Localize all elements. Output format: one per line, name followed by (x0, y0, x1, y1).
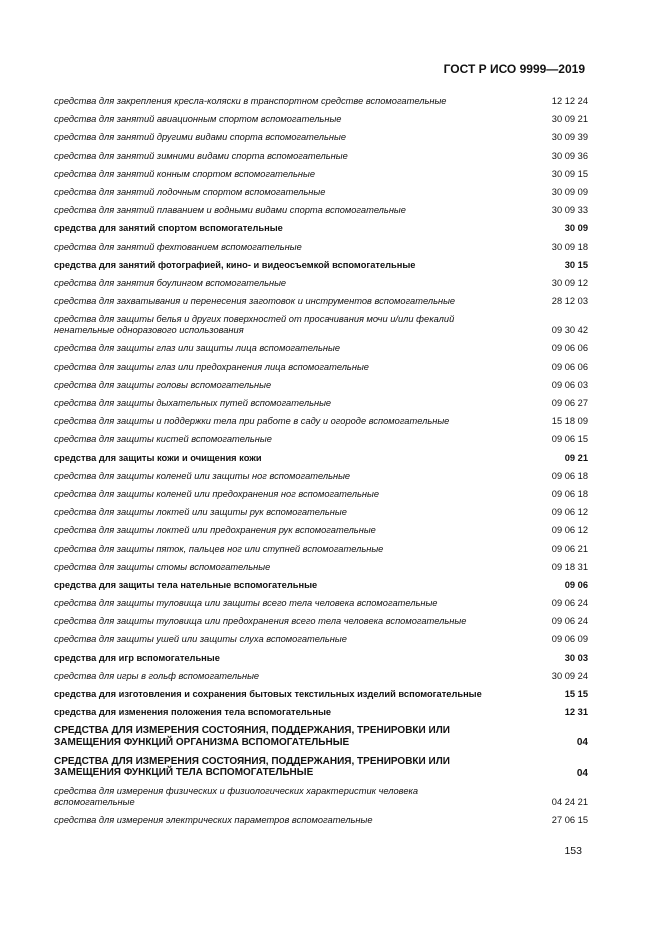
entry-term: средства для измерения физических и физиологических характеристик человека вспомогательные (54, 785, 419, 807)
entry-term: средства для защиты кистей вспомогательные (54, 434, 272, 445)
index-entry (54, 187, 588, 198)
entry-code: 09 06 06 (551, 343, 588, 354)
entry-term: средства для защиты белья и других поверхностей от просачивания мочи и/или фекалий ненательные одноразового использования (54, 314, 455, 336)
entry-code: 09 06 03 (551, 379, 588, 390)
entry-code: 09 06 18 (551, 488, 588, 499)
index-entry (54, 544, 588, 555)
entry-term: средства для игр вспомогательные (54, 652, 220, 663)
entry-term: СРЕДСТВА ДЛЯ ИЗМЕРЕНИЯ СОСТОЯНИЯ, ПОДДЕРЖАНИЯ, ТРЕНИРОВКИ ИЛИ ЗАМЕЩЕНИЯ ФУНКЦИЙ ОРГАНИЗМА ВСПОМОГАТЕЛЬНЫЕ (54, 725, 450, 748)
entry-code: 09 18 31 (551, 561, 588, 572)
entry-term: средства для изменения положения тела вспомогательные (54, 707, 332, 718)
index-entry (54, 132, 588, 143)
entry-term: средства для защиты ушей или защиты слуха вспомогательные (54, 634, 347, 645)
entry-term: средства для защиты туловища или защиты всего тела человека вспомогательные (54, 598, 438, 609)
page-number: 153 (564, 845, 582, 857)
index-entry (54, 169, 588, 180)
entry-term: средства для изготовления и сохранения бытовых текстильных изделий вспомогательные (54, 689, 482, 699)
entry-code: 04 (576, 737, 588, 749)
entry-term: средства для защиты локтей или защиты рук вспомогательные (54, 507, 347, 518)
entry-term: средства для занятий зимними видами спорта вспомогательные (54, 150, 348, 161)
document-header: ГОСТ Р ИСО 9999—2019 (443, 62, 585, 76)
entry-term: СРЕДСТВА ДЛЯ ИЗМЕРЕНИЯ СОСТОЯНИЯ, ПОДДЕРЖАНИЯ, ТРЕНИРОВКИ ИЛИ ЗАМЕЩЕНИЯ ФУНКЦИЙ ТЕЛА ВСПОМОГАТЕЛЬНЫЕ (54, 755, 450, 779)
entry-code: 15 15 (564, 689, 588, 699)
entry-code: 09 06 18 (551, 470, 588, 481)
entry-code: 04 (576, 767, 588, 779)
entry-code: 30 09 12 (551, 277, 588, 288)
entry-term: средства для защиты глаз или защиты лица вспомогательные (54, 343, 341, 354)
entry-term: средства для занятий плаванием и водными видами спорта вспомогательные (54, 205, 406, 216)
entry-term: средства для занятий авиационным спортом вспомогательные (54, 114, 342, 125)
entry-code: 09 06 09 (551, 634, 588, 645)
index-entry (54, 223, 588, 234)
entry-code: 30 09 (564, 223, 588, 234)
index-entry (54, 786, 588, 808)
entry-code: 09 06 12 (551, 507, 588, 518)
entry-term: средства для игры в гольф вспомогательные (54, 670, 260, 681)
entry-term: средства для захватывания и перенесения заготовок и инструментов вспомогательные (54, 296, 456, 307)
entry-term: средства для занятий фехтованием вспомогательные (54, 241, 302, 252)
index-entry (54, 562, 588, 573)
entry-term: средства для защиты тела нательные вспомогательные (54, 579, 318, 590)
entry-code: 09 06 15 (551, 434, 588, 445)
entry-term: средства для защиты локтей или предохранения рук вспомогательные (54, 525, 376, 536)
entry-term: средства для защиты и поддержки тела при работе в саду и огороде вспомогательные (54, 416, 450, 427)
entry-code: 30 09 18 (551, 241, 588, 252)
entry-code: 30 09 15 (551, 168, 588, 179)
entry-code: 15 18 09 (551, 416, 588, 427)
entry-code: 12 31 (564, 707, 588, 718)
entry-code: 28 12 03 (551, 296, 588, 307)
entry-code: 30 15 (564, 259, 588, 270)
index-entry (54, 362, 588, 373)
entry-code: 09 06 (564, 579, 588, 590)
index-entry (54, 114, 588, 125)
entry-term: средства для защиты пяток, пальцев ног или ступней вспомогательные (54, 543, 384, 554)
index-entries (54, 96, 588, 833)
entry-code: 09 06 24 (551, 598, 588, 609)
index-entry (54, 416, 588, 427)
entry-code: 30 09 39 (551, 132, 588, 143)
entry-code: 30 09 21 (551, 114, 588, 125)
index-entry (54, 653, 588, 664)
entry-term: средства для защиты глаз или предохранения лица вспомогательные (54, 361, 369, 372)
entry-term: средства для защиты головы вспомогательные (54, 379, 272, 390)
index-entry (54, 634, 588, 645)
index-entry (54, 815, 588, 826)
index-entry (54, 471, 588, 482)
index-entry (54, 434, 588, 445)
index-entry (54, 689, 588, 700)
entry-term: средства для защиты кожи и очищения кожи (54, 452, 262, 463)
entry-code: 27 06 15 (551, 814, 588, 825)
index-entry (54, 525, 588, 536)
entry-term: средства для занятий другими видами спорта вспомогательные (54, 132, 347, 143)
entry-code: 09 06 24 (551, 616, 588, 627)
entry-code: 09 06 27 (551, 398, 588, 408)
entry-term: средства для защиты стомы вспомогательные (54, 561, 271, 572)
entry-code: 09 30 42 (551, 325, 588, 336)
entry-term: средства для занятия боулингом вспомогательные (54, 277, 287, 288)
entry-term: средства для занятий конным спортом вспомогательные (54, 168, 315, 179)
index-entry (54, 756, 588, 779)
entry-code: 30 09 36 (551, 150, 588, 161)
entry-term: средства для защиты коленей или предохранения ног вспомогательные (54, 488, 380, 499)
entry-code: 09 06 06 (551, 361, 588, 372)
entry-code: 30 09 33 (551, 205, 588, 216)
entry-term: средства для измерения электрических параметров вспомогательные (54, 814, 373, 825)
index-entry (54, 671, 588, 682)
index-entry (54, 242, 588, 253)
index-entry (54, 296, 588, 307)
index-entry (54, 260, 588, 271)
index-entry (54, 616, 588, 627)
entry-code: 30 09 24 (551, 670, 588, 681)
index-entry (54, 151, 588, 162)
entry-term: средства для занятий фотографией, кино- и видеосъемкой вспомогательные (54, 259, 416, 270)
index-entry (54, 380, 588, 391)
index-entry (54, 598, 588, 609)
entry-code: 09 21 (564, 452, 588, 463)
entry-code: 30 09 09 (551, 186, 588, 197)
entry-code: 30 03 (564, 652, 588, 663)
index-entry (54, 314, 588, 336)
index-entry (54, 507, 588, 518)
entry-term: средства для защиты туловища или предохранения всего тела человека вспомогательные (54, 616, 467, 627)
entry-code: 12 12 24 (551, 96, 588, 106)
entry-code: 09 06 12 (551, 525, 588, 536)
entry-code: 09 06 21 (551, 543, 588, 554)
index-entry (54, 96, 588, 107)
index-entry (54, 489, 588, 500)
index-entry (54, 580, 588, 591)
index-entry (54, 453, 588, 464)
entry-code: 04 24 21 (551, 796, 588, 807)
entry-term: средства для защиты дыхательных путей вспомогательные (54, 398, 332, 408)
index-entry (54, 398, 588, 409)
entry-term: средства для занятий лодочным спортом вспомогательные (54, 186, 326, 197)
index-entry (54, 725, 588, 748)
entry-term: средства для закрепления кресла-коляски в транспортном средстве вспомогательные (54, 96, 447, 106)
index-entry (54, 205, 588, 216)
index-entry (54, 707, 588, 718)
index-entry (54, 278, 588, 289)
index-entry (54, 343, 588, 354)
entry-term: средства для защиты коленей или защиты ног вспомогательные (54, 470, 351, 481)
entry-term: средства для занятий спортом вспомогательные (54, 223, 283, 234)
